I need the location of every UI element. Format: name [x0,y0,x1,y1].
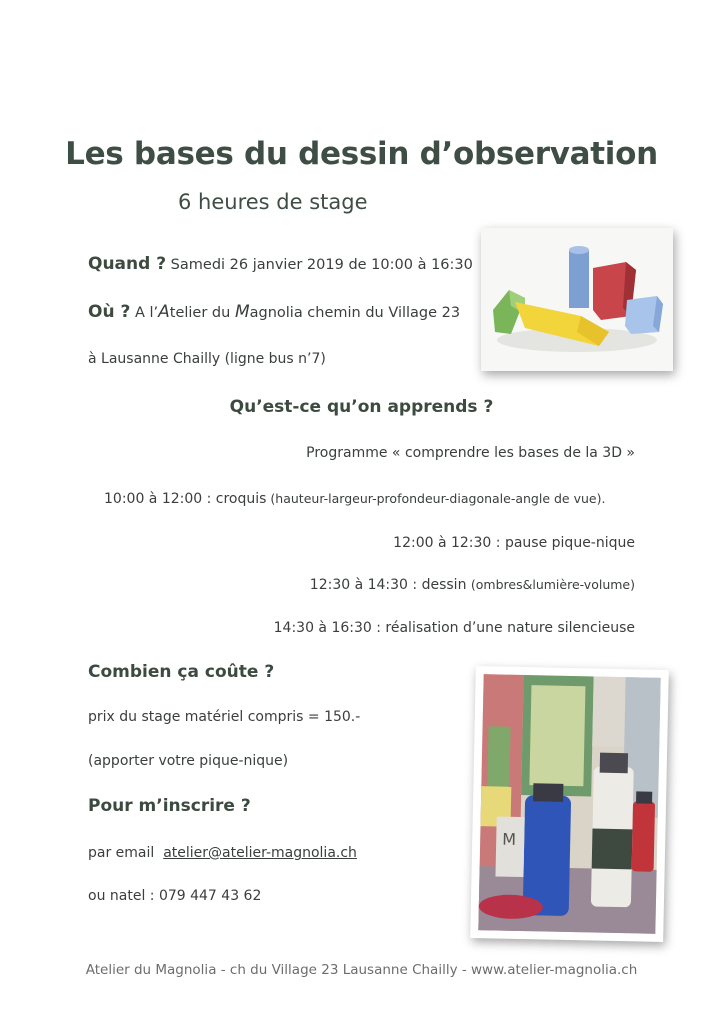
where-value-b: telier du [169,305,235,321]
schedule-item-4 [274,617,635,636]
schedule-item-3 [310,574,635,593]
schedule-time: 10:00 à 12:00 : croquis [104,491,267,507]
schedule-time: 12:30 à 14:30 : dessin [309,577,471,593]
email-link[interactable]: atelier@atelier-magnolia.ch [163,845,357,861]
schedule-time: 14:30 à 16:30 : réalisation d’une nature silencieuse [273,620,635,636]
where-value-magnolia-initial: M [234,302,250,322]
schedule-item-1 [104,488,605,507]
schedule-item-2 [393,532,635,551]
cost-note: (apporter votre pique-nique) [88,753,289,769]
when-value: Samedi 26 janvier 2019 de 10:00 à 16:30 [166,257,473,273]
signup-phone: ou natel : 079 447 43 62 [88,888,262,904]
signup-email-line [88,845,357,861]
where-value-a: A l’ [130,305,159,321]
schedule-detail: (ombres&lumière-volume) [470,577,635,592]
signup-heading: Pour m’inscrire ? [88,796,251,816]
blocks-photo [481,228,673,371]
cost-price: prix du stage matériel compris = 150.- [88,709,361,725]
when-line [88,254,473,274]
svg-text:M: M [502,829,517,849]
email-prefix: par email [88,845,164,861]
where-line [88,302,460,322]
where-value-atelier-initial: A [158,302,170,322]
programme-line: Programme « comprendre les bases de la 3D » [306,445,635,461]
page-title: Les bases du dessin d’observation [65,136,658,172]
schedule-detail: (hauteur-largeur-profondeur-diagonale-angle de vue). [266,491,606,506]
page-subtitle: 6 heures de stage [178,190,368,214]
learn-heading: Qu’est-ce qu’on apprends ? [229,397,494,417]
cost-heading: Combien ça coûte ? [88,662,275,682]
page-footer: Atelier du Magnolia - ch du Village 23 Lausanne Chailly - www.atelier-magnolia.ch [85,962,638,978]
where-label: Où ? [88,302,131,322]
schedule-time: 12:00 à 12:30 : pause pique-nique [393,535,635,551]
where-line2: à Lausanne Chailly (ligne bus n’7) [88,351,326,367]
when-label: Quand ? [88,254,167,274]
bottles-photo [470,666,669,942]
where-value-c: agnolia chemin du Village 23 [249,305,461,321]
